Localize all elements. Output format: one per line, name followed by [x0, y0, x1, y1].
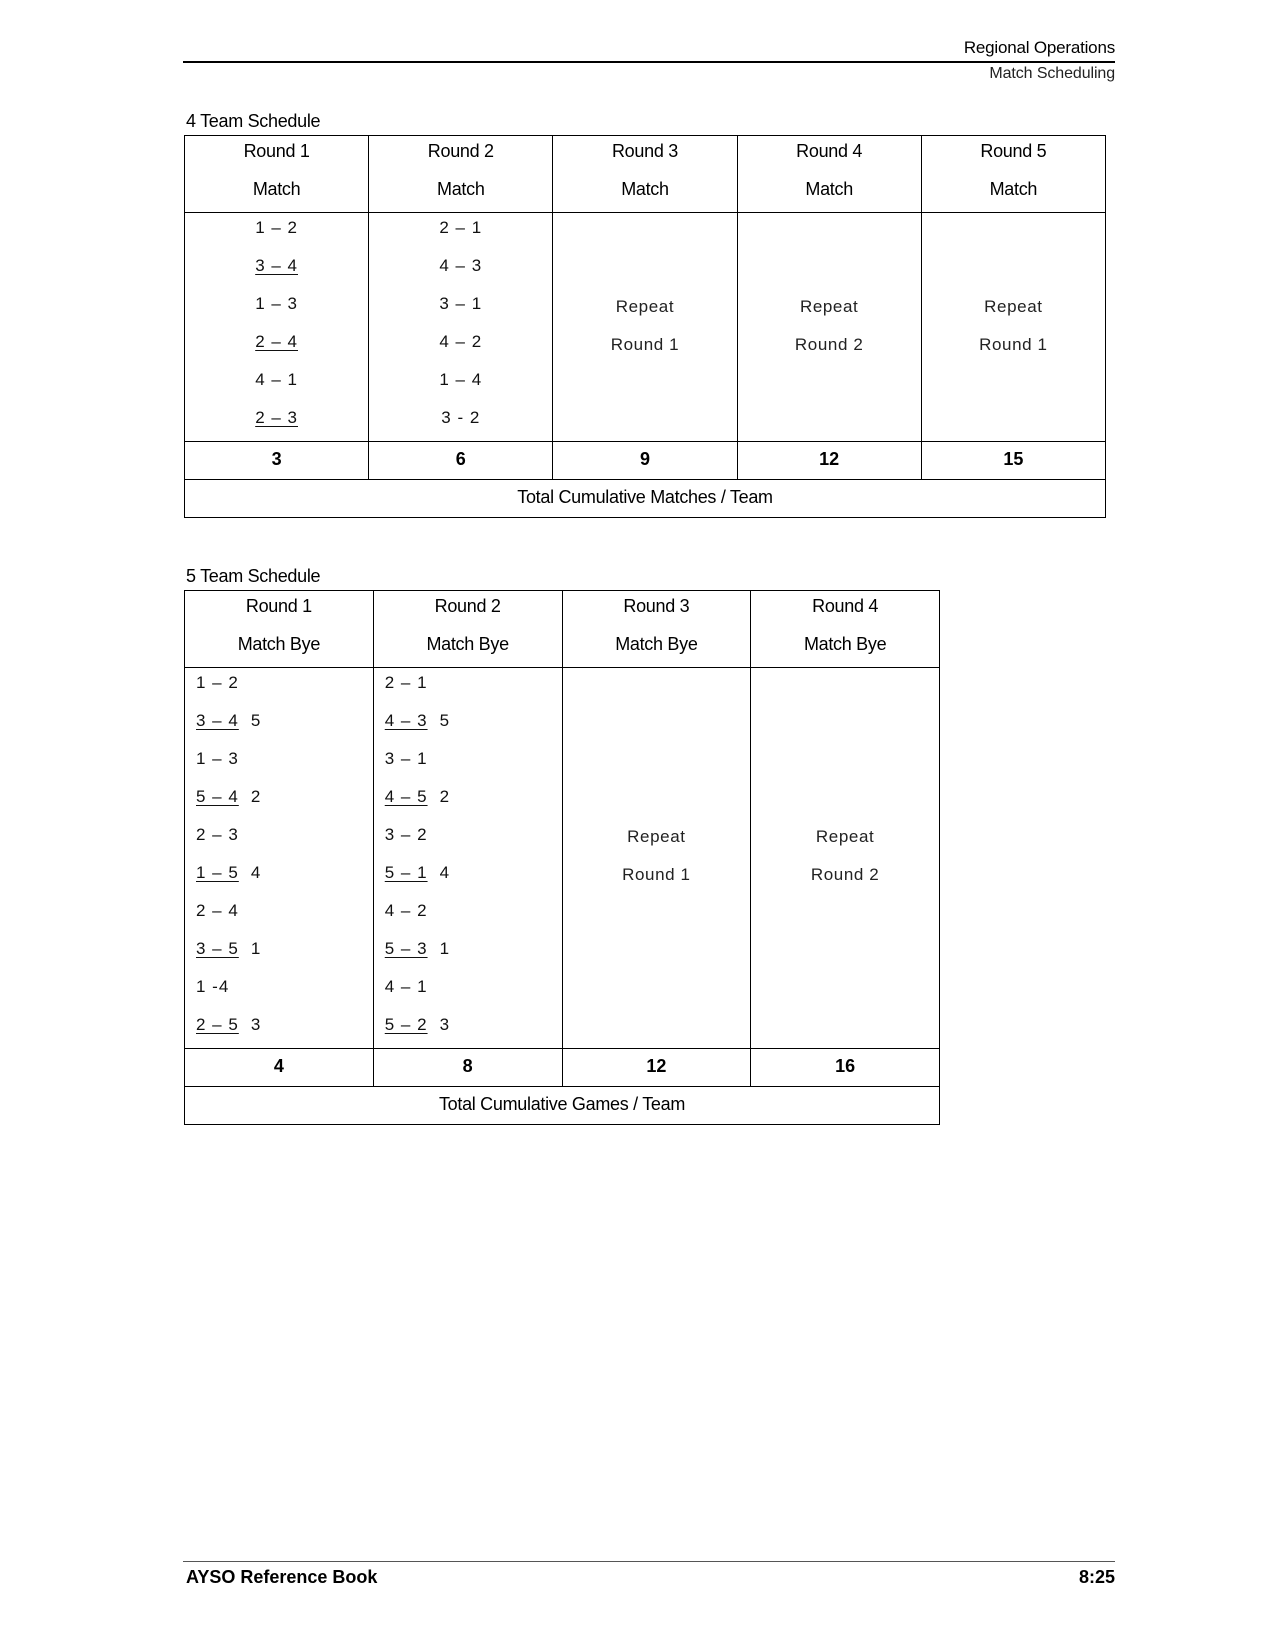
- match-pairing: [185, 327, 368, 365]
- match-pairing: [185, 251, 368, 289]
- table-header-cell: [369, 136, 553, 213]
- round-sublabel: Match Bye: [426, 634, 509, 654]
- match-with-bye: [385, 939, 450, 958]
- match-pairing: [185, 706, 373, 744]
- match-pairing: 3 – 1: [439, 294, 483, 313]
- cumulative-total: 9: [553, 442, 737, 480]
- match-pairing: [374, 858, 562, 896]
- repeat-round-text: Round 2: [794, 335, 864, 354]
- round-label: Round 2: [427, 141, 494, 161]
- round-sublabel: Match Bye: [615, 634, 698, 654]
- round-label: Round 4: [812, 596, 879, 616]
- table-header-cell: [737, 136, 921, 213]
- round-matches-cell: [185, 213, 369, 442]
- total-label: Total Cumulative Matches / Team: [185, 480, 1106, 518]
- match-pairing: 1 – 2: [196, 673, 239, 692]
- match-with-bye: [196, 1015, 261, 1034]
- match-pairing-text: 2 – 4: [255, 332, 298, 351]
- bye-team: 2: [250, 787, 262, 806]
- match-pairing-text: 2 – 5: [196, 1015, 239, 1034]
- match-pairing: [374, 706, 562, 744]
- round-label: Round 1: [243, 141, 310, 161]
- table-header-cell: [185, 136, 369, 213]
- repeat-round-cell: [553, 213, 737, 442]
- round-sublabel: Match Bye: [803, 634, 887, 654]
- repeat-round-cell: [562, 668, 751, 1049]
- round-label: Round 5: [980, 141, 1047, 161]
- round-label: Round 4: [796, 141, 863, 161]
- match-pairing-text: 3 – 4: [255, 256, 298, 275]
- match-pairing: [374, 934, 562, 972]
- match-pairing: 2 – 1: [384, 673, 428, 692]
- round-matches-cell: [373, 668, 562, 1049]
- table-header-cell: [751, 591, 940, 668]
- bye-team: 1: [439, 939, 451, 958]
- repeat-round-text: Round 1: [979, 335, 1048, 354]
- table-header-cell: [373, 591, 562, 668]
- match-with-bye: [385, 1015, 450, 1034]
- match-with-bye: [196, 711, 261, 730]
- match-pairing: 3 – 1: [384, 749, 428, 768]
- match-with-bye: [196, 939, 261, 958]
- round-sublabel: Match: [805, 179, 853, 199]
- match-pairing: 2 – 3: [196, 825, 239, 844]
- match-with-bye: [196, 787, 261, 806]
- table-header-cell: [562, 591, 751, 668]
- cumulative-total: 8: [373, 1049, 562, 1087]
- header-rule: [183, 61, 1115, 63]
- round-matches-cell: [185, 668, 374, 1049]
- five-team-caption: 5 Team Schedule: [186, 566, 321, 586]
- bye-team: 3: [439, 1015, 451, 1034]
- table-header-cell: [185, 591, 374, 668]
- match-pairing-text: 5 – 1: [384, 863, 428, 882]
- match-pairing: 1 – 3: [255, 294, 298, 313]
- round-label: Round 3: [623, 596, 690, 616]
- match-pairing: 3 - 2: [441, 408, 481, 427]
- match-pairing: 4 – 2: [384, 901, 428, 920]
- repeat-round-cell: [921, 213, 1105, 442]
- repeat-text: Repeat: [984, 297, 1043, 316]
- round-sublabel: Match: [621, 179, 669, 199]
- cumulative-total: 16: [751, 1049, 940, 1087]
- round-label: Round 2: [434, 596, 501, 616]
- round-label: Round 1: [245, 596, 312, 616]
- bye-team: 3: [250, 1015, 262, 1034]
- match-pairing: 1 – 4: [439, 370, 483, 389]
- five-team-schedule-table: [184, 590, 940, 1125]
- match-pairing-text: 4 – 3: [384, 711, 428, 730]
- table-header-cell: [921, 136, 1105, 213]
- repeat-text: Repeat: [799, 297, 859, 316]
- match-pairing: 4 – 2: [439, 332, 483, 351]
- cumulative-total: 6: [369, 442, 553, 480]
- match-pairing: [374, 782, 562, 820]
- bye-team: 2: [439, 787, 451, 806]
- match-with-bye: [385, 863, 450, 882]
- match-pairing: [185, 1010, 373, 1048]
- four-team-caption: 4 Team Schedule: [186, 111, 321, 131]
- bye-team: 4: [439, 863, 451, 882]
- match-pairing: 2 – 4: [196, 901, 239, 920]
- cumulative-total: 12: [562, 1049, 751, 1087]
- footer-rule: [183, 1561, 1115, 1562]
- match-pairing: 4 – 1: [384, 977, 428, 996]
- match-pairing-text: 5 – 3: [384, 939, 428, 958]
- total-label: Total Cumulative Games / Team: [185, 1087, 940, 1125]
- round-sublabel: Match: [252, 179, 301, 199]
- match-pairing-text: 3 – 4: [196, 711, 239, 730]
- repeat-text: Repeat: [627, 827, 686, 846]
- match-pairing: 3 – 2: [384, 825, 428, 844]
- round-sublabel: Match: [437, 179, 485, 199]
- round-sublabel: Match: [989, 179, 1038, 199]
- match-pairing: 1 – 3: [196, 749, 239, 768]
- bye-team: 5: [439, 711, 451, 730]
- bye-team: 4: [250, 863, 262, 882]
- match-pairing: [374, 1010, 562, 1048]
- repeat-round-text: Round 1: [622, 865, 691, 884]
- round-matches-cell: [369, 213, 553, 442]
- match-pairing-text: 5 – 4: [196, 787, 239, 806]
- match-pairing-text: 4 – 5: [384, 787, 428, 806]
- cumulative-total: 3: [185, 442, 369, 480]
- round-sublabel: Match Bye: [237, 634, 321, 654]
- cumulative-total: 4: [185, 1049, 374, 1087]
- round-label: Round 3: [611, 141, 678, 161]
- four-team-schedule-table: [184, 135, 1106, 518]
- page-number: 8:25: [1078, 1567, 1115, 1587]
- match-with-bye: [196, 863, 261, 882]
- match-pairing-text: 5 – 2: [384, 1015, 428, 1034]
- repeat-round-cell: [737, 213, 921, 442]
- table-header-cell: [553, 136, 737, 213]
- match-pairing: [185, 858, 373, 896]
- match-pairing-text: 2 – 3: [255, 408, 298, 427]
- cumulative-total: 15: [921, 442, 1105, 480]
- repeat-text: Repeat: [815, 827, 875, 846]
- match-pairing: [185, 934, 373, 972]
- bye-team: 1: [250, 939, 262, 958]
- repeat-text: Repeat: [615, 297, 675, 316]
- match-with-bye: [385, 711, 450, 730]
- match-pairing: [185, 403, 368, 441]
- repeat-round-text: Round 2: [810, 865, 880, 884]
- bye-team: 5: [250, 711, 262, 730]
- match-pairing-text: 1 – 5: [196, 863, 239, 882]
- match-pairing: 2 – 1: [439, 218, 483, 237]
- repeat-round-text: Round 1: [610, 335, 680, 354]
- repeat-round-cell: [751, 668, 940, 1049]
- match-pairing: [185, 782, 373, 820]
- match-pairing: 4 – 3: [439, 256, 483, 275]
- match-with-bye: [385, 787, 450, 806]
- match-pairing: 4 – 1: [255, 370, 298, 389]
- section-title: Regional Operations: [963, 38, 1115, 57]
- cumulative-total: 12: [737, 442, 921, 480]
- match-pairing: 1 – 2: [255, 218, 298, 237]
- book-title: AYSO Reference Book: [186, 1567, 378, 1587]
- match-pairing-text: 3 – 5: [196, 939, 239, 958]
- match-pairing: 1 -4: [196, 977, 230, 996]
- section-subtitle: Match Scheduling: [989, 65, 1115, 82]
